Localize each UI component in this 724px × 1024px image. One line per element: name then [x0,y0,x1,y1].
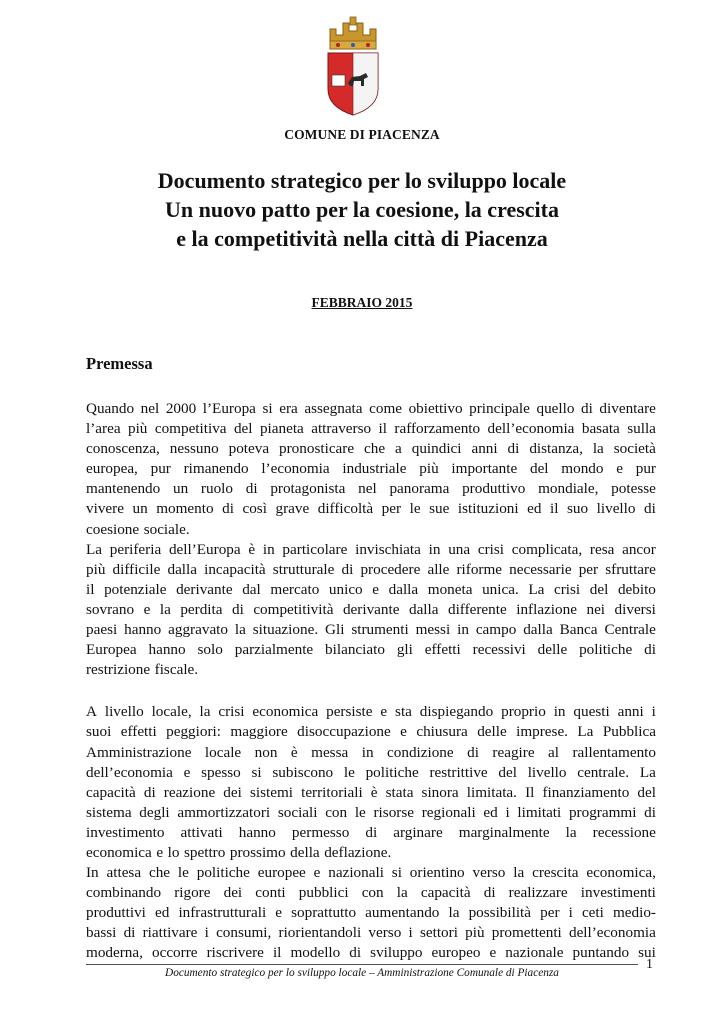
document-title [0,166,724,253]
coat-of-arms-logo [324,13,382,117]
text-line: conoscenza, nessuno poteva pronosticare che a quindici anni di distanza, la società [86,440,656,458]
page-number: 1 [646,957,653,972]
document-date: FEBBRAIO 2015 [311,295,413,310]
paragraph [86,863,656,963]
text-line: Amministrazione locale non è messa in condizione di reagire al rallentamento [86,743,656,761]
text-line: moderna, occorre riscrivere il modello di sviluppo europeo e nazionale puntando sui [86,944,656,962]
paragraph-gap [86,680,656,702]
text-line: bassi di riattivare i consumi, riorientandoli verso i settori più promettenti dell’economia [86,924,656,942]
text-line: In attesa che le politiche europee e nazionali si orientino verso la crescita economica, [86,864,656,882]
paragraph [86,540,656,681]
footer-divider [86,964,638,965]
text-line: vivere un momento di così grave difficoltà per le sue istituzioni ed il suo livello di [86,500,656,518]
text-line: il potenziale derivante dal mercato unico e dalla moneta unica. La crisi del debito [86,580,656,598]
body-text [86,399,656,964]
text-line: restrizione fiscale. [86,661,199,679]
footer-text: Documento strategico per lo sviluppo locale – Amministrazione Comunale di Piacenza [165,967,559,979]
text-line: sistema degli ammortizzatori sociali con le risorse regionali ed i limitati programmi di [86,803,656,821]
section-heading: Premessa [86,354,153,373]
text-line: La periferia dell’Europa è in particolare invischiata in una crisi complicata, resa ancor [86,540,656,558]
paragraph [86,702,656,863]
text-line: suoi effetti peggiori: maggiore disoccupazione e chiusura delle imprese. La Pubblica [86,723,656,741]
text-line: A livello locale, la crisi economica persiste e sta dispiegando proprio in questi anni i [86,703,656,721]
text-line: sovrano e la perdita di competitività derivante dalla differente inflazione nei diversi [86,600,656,618]
title-line: e la competitività nella città di Piacenza [176,226,548,251]
text-line: investimento attivati hanno permesso di arginare marginalmente la recessione [86,823,656,841]
text-line: produttivi ed infrastrutturali e soprattutto aumentando la possibilità per i ceti medio- [86,904,656,922]
text-line: più difficile dalla incapacità strutturale di procedere alle riforme necessarie per sfruttare [86,560,656,578]
text-line: dell’economia e spesso si subiscono le politiche restrittive del livello centrale. La [86,763,656,781]
municipality-name: COMUNE DI PIACENZA [284,127,440,142]
text-line: economica e lo spettro prossimo della deflazione. [86,843,392,861]
text-line: combinando rigore dei conti pubblici con la capacità di realizzare investimenti [86,884,656,902]
text-line: capacità di reazione dei sistemi territoriali è stata sinora limitata. Il finanziamento del [86,783,656,801]
text-line: europea, pur rimanendo l’economia industriale più importante del mondo e pur [86,460,656,478]
text-line: paesi hanno aggravato la situazione. Gli strumenti messi in campo dalla Banca Centrale [86,621,656,639]
title-line: Un nuovo patto per la coesione, la crescita [165,197,559,222]
text-line: l’area più competitiva del pianeta attraverso il rafforzamento dell’economia basata sulla [86,420,656,438]
paragraph [86,399,656,540]
title-line: Documento strategico per lo sviluppo locale [157,168,567,193]
crown-icon [330,17,376,49]
text-line: Quando nel 2000 l’Europa si era assegnata come obiettivo principale quello di diventare [86,400,656,417]
text-line: mantenendo un ruolo di protagonista nel panorama produttivo mondiale, potesse [86,480,656,498]
shield-icon [328,53,378,115]
text-line: coesione sociale. [86,520,190,538]
text-line: Europea hanno solo parzialmente bilanciato gli effetti recessivi delle politiche di [86,641,656,659]
